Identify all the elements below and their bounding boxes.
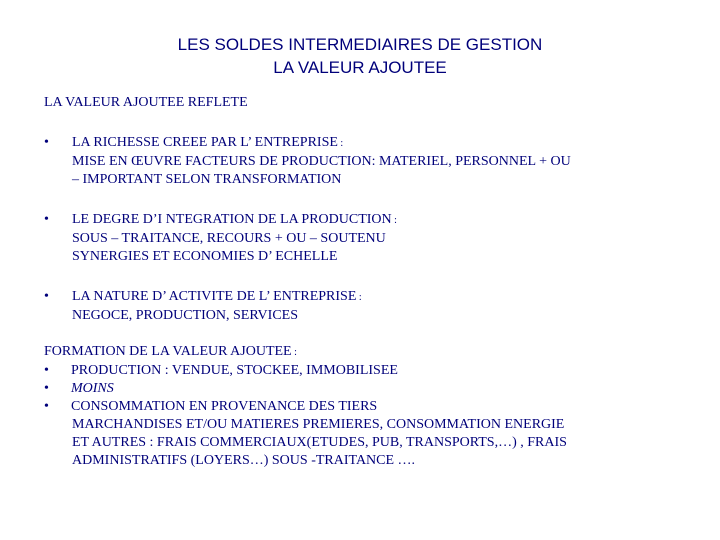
section2-item-2 [44,380,694,398]
item-label: LE DEGRE D’I NTEGRATION DE LA PRODUCTION [72,212,392,227]
item-label: LA RICHESSE CREEE PAR L’ ENTREPRISE [72,135,338,150]
bullet-icon: • [44,135,49,150]
section2-item-1 [44,362,694,380]
bullet-icon: • [44,212,49,227]
slide-title [0,33,720,79]
item-detail: NEGOCE, PRODUCTION, SERVICES [72,308,299,323]
section2-heading-text: FORMATION DE LA VALEUR AJOUTEE [44,344,292,359]
slide-body [44,94,694,470]
item-detail: MISE EN ŒUVRE FACTEURS DE PRODUCTION: MATERIEL, PERSONNEL + OU – IMPORTANT SELON TRANSFORMATION [72,154,571,187]
item-detail: SOUS – TRAITANCE, RECOURS + OU – SOUTENU SYNERGIES ET ECONOMIES D’ ECHELLE [72,231,386,264]
title-line-1: LES SOLDES INTERMEDIAIRES DE GESTION [177,35,543,54]
bullet-icon: • [44,399,49,414]
section1-item-2 [44,211,694,266]
item-text: CONSOMMATION EN PROVENANCE DES TIERS [71,399,378,414]
section2-item-3 [44,398,694,416]
section1-item-3 [44,288,694,325]
item-label: LA NATURE D’ ACTIVITE DE L’ ENTREPRISE [72,289,357,304]
section1-item-1 [44,134,694,189]
section2-heading [44,343,694,362]
item-text: PRODUCTION : VENDUE, STOCKEE, IMMOBILISEE [71,363,398,378]
item-text: MOINS [71,381,114,396]
section2-list [44,362,694,470]
item-colon: : [356,292,362,303]
section2-heading-colon: : [291,347,297,358]
section2-detail: MARCHANDISES ET/OU MATIERES PREMIERES, CONSOMMATION ENERGIE ET AUTRES : FRAIS COMMERCIAUX(ETUDES, PUB, TRANSPORTS,…) , FRAIS ADMINISTRATIFS (LOYERS…) SOUS -TRAITANCE …. [72,417,567,468]
title-line-2: LA VALEUR AJOUTEE [273,58,447,77]
bullet-icon: • [44,289,49,304]
bullet-icon: • [44,381,49,396]
item-colon: : [337,138,344,149]
bullet-icon: • [44,363,49,378]
section1-heading: LA VALEUR AJOUTEE REFLETE [44,95,248,110]
item-colon: : [391,215,397,226]
